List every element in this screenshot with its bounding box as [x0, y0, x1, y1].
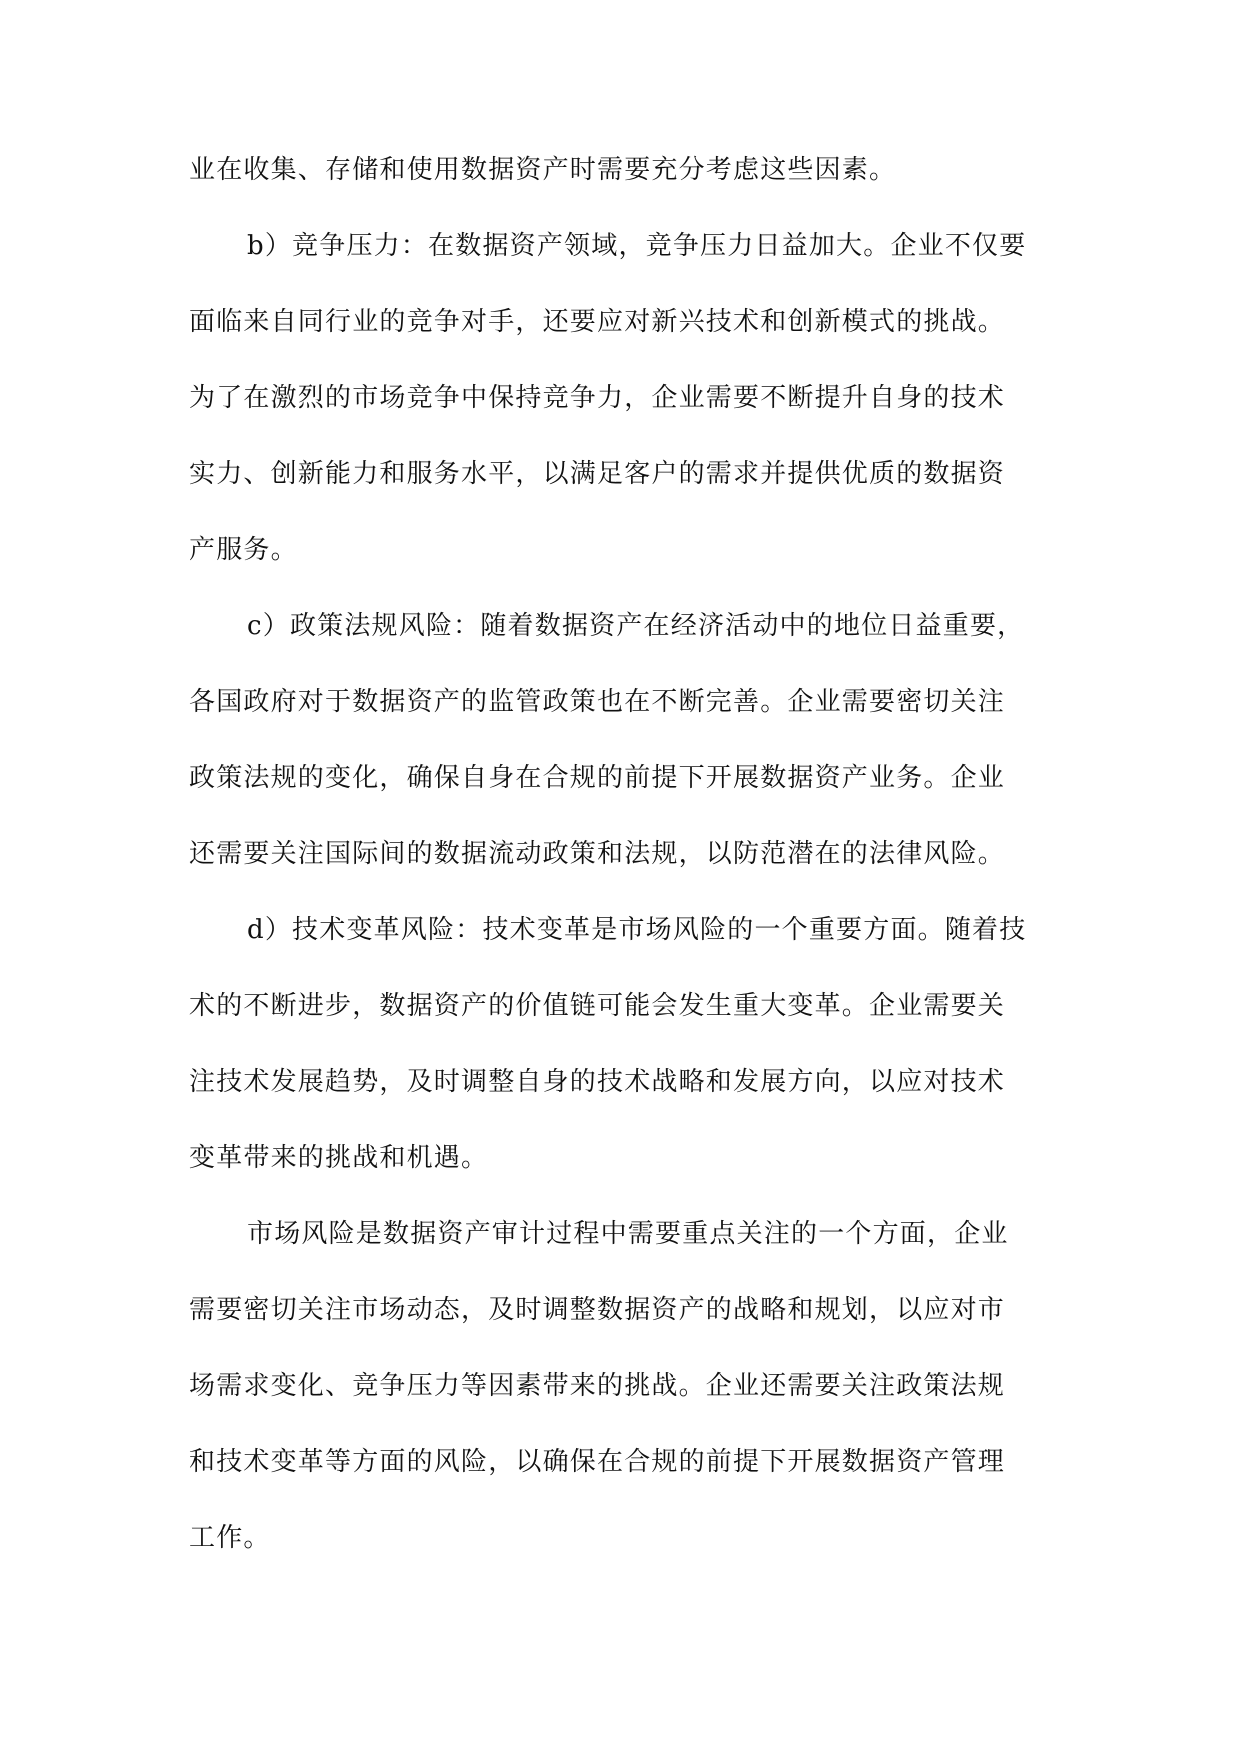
body-text-line: 各国政府对于数据资产的监管政策也在不断完善。企业需要密切关注 [189, 687, 1006, 717]
body-text-line: 和技术变革等方面的风险，以确保在合规的前提下开展数据资产管理 [189, 1447, 1006, 1477]
body-text-line: 注技术发展趋势，及时调整自身的技术战略和发展方向，以应对技术 [189, 1067, 1006, 1097]
body-text-line: 业在收集、存储和使用数据资产时需要充分考虑这些因素。 [189, 155, 897, 185]
body-text-line: 为了在激烈的市场竞争中保持竞争力，企业需要不断提升自身的技术 [189, 383, 1006, 413]
body-text-line: 实力、创新能力和服务水平，以满足客户的需求并提供优质的数据资 [189, 459, 1006, 489]
body-text-line: 面临来自同行业的竞争对手，还要应对新兴技术和创新模式的挑战。 [189, 307, 1006, 337]
body-text-line: 产服务。 [189, 535, 298, 565]
body-text-line: 还需要关注国际间的数据流动政策和法规，以防范潜在的法律风险。 [189, 839, 1006, 869]
body-text-line: 政策法规的变化，确保自身在合规的前提下开展数据资产业务。企业 [189, 763, 1006, 793]
body-text-line: 工作。 [189, 1523, 271, 1553]
body-text-line: 变革带来的挑战和机遇。 [189, 1143, 489, 1173]
body-text-line: 场需求变化、竞争压力等因素带来的挑战。企业还需要关注政策法规 [189, 1371, 1006, 1401]
body-text-line: 术的不断进步，数据资产的价值链可能会发生重大变革。企业需要关 [189, 991, 1006, 1021]
list-item-technology-first-line: d）技术变革风险：技术变革是市场风险的一个重要方面。随着技 [247, 915, 1027, 945]
list-item-policy-first-line: c）政策法规风险：随着数据资产在经济活动中的地位日益重要， [247, 611, 1025, 641]
list-item-competition-first-line: b）竞争压力：在数据资产领域，竞争压力日益加大。企业不仅要 [247, 231, 1027, 261]
body-text-line: 需要密切关注市场动态，及时调整数据资产的战略和规划，以应对市 [189, 1295, 1006, 1325]
summary-paragraph-first-line: 市场风险是数据资产审计过程中需要重点关注的一个方面，企业 [247, 1219, 1009, 1249]
